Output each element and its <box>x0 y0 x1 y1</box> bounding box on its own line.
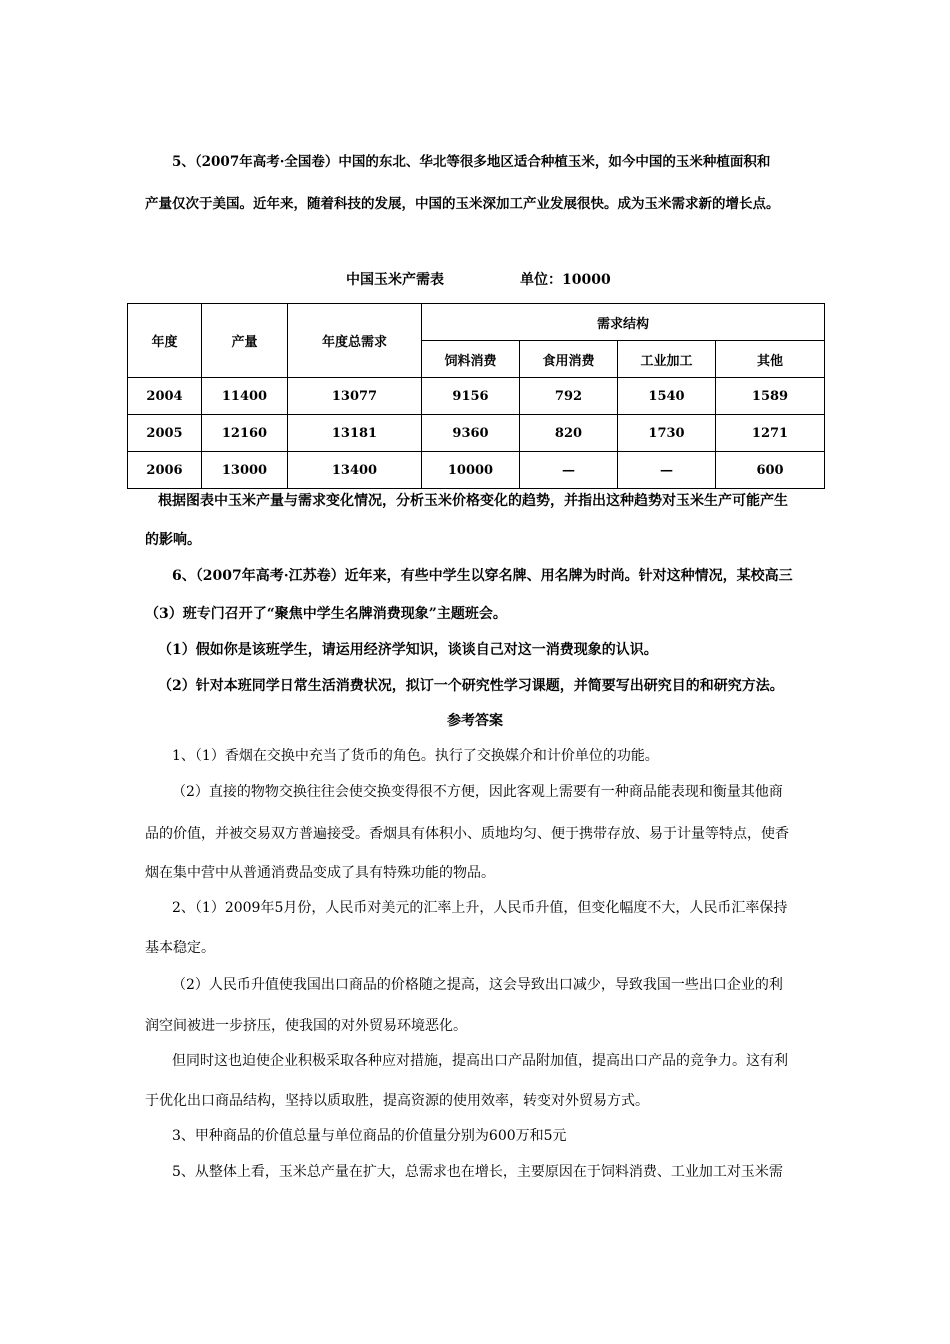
answer1-part2-line2: 品的价值，并被交易双方普遍接受。香烟具有体积小、质地均匀、便于携带存放、易于计量等特点，使香 <box>145 826 789 842</box>
cell-year: 2004 <box>128 378 202 415</box>
cell-feed: 9156 <box>422 378 520 415</box>
answer2-part3-line1: 但同时这也迫使企业积极采取各种应对措施，提高出口产品附加值，提高出口产品的竞争力。这有利 <box>172 1053 788 1069</box>
cell-food: 792 <box>520 378 618 415</box>
answer1-part2-line1: （2）直接的物物交换往往会使交换变得很不方便，因此客观上需要有一种商品能表现和衡量其他商 <box>172 784 783 800</box>
answer2-part1-line1: 2、（1）2009年5月份，人民币对美元的汇率上升，人民币升值，但变化幅度不大，人民币汇率保持 <box>172 900 788 916</box>
question5-ask-line2: 的影响。 <box>145 532 201 548</box>
cell-industrial: 1730 <box>618 415 716 452</box>
cell-industrial: 1540 <box>618 378 716 415</box>
cell-industrial: — <box>618 452 716 489</box>
cell-other: 1589 <box>716 378 825 415</box>
table-title: 中国玉米产需表 <box>346 272 444 288</box>
answer1-part2-line3: 烟在集中营中从普通消费品变成了具有特殊功能的物品。 <box>145 865 495 881</box>
cell-feed: 9360 <box>422 415 520 452</box>
question6-line2: （3）班专门召开了“聚焦中学生名牌消费现象”主题班会。 <box>145 606 507 622</box>
answer2-part2-line1: （2）人民币升值使我国出口商品的价格随之提高，这会导致出口减少，导致我国一些出口企业的利 <box>172 977 783 993</box>
table-row <box>128 415 825 452</box>
header-other: 其他 <box>716 341 825 378</box>
header-industrial: 工业加工 <box>618 341 716 378</box>
cell-other: 600 <box>716 452 825 489</box>
cell-total: 13400 <box>288 452 422 489</box>
header-total-demand: 年度总需求 <box>288 304 422 378</box>
answer2-part1-line2: 基本稳定。 <box>145 940 215 956</box>
cell-food: 820 <box>520 415 618 452</box>
answer3: 3、甲种商品的价值总量与单位商品的价值量分别为600万和5元 <box>172 1128 567 1144</box>
question5-ask-line1: 根据图表中玉米产量与需求变化情况，分析玉米价格变化的趋势，并指出这种趋势对玉米生产可能产生 <box>158 493 788 509</box>
answer5-line1: 5、从整体上看，玉米总产量在扩大，总需求也在增长，主要原因在于饲料消费、工业加工对玉米需 <box>172 1164 783 1180</box>
answer2-part3-line2: 于优化出口商品结构，坚持以质取胜，提高资源的使用效率，转变对外贸易方式。 <box>145 1093 649 1109</box>
question6-sub2: （2）针对本班同学日常生活消费状况，拟订一个研究性学习课题，并简要写出研究目的和研究方法。 <box>158 678 784 694</box>
question6-sub1: （1）假如你是该班学生，请运用经济学知识，谈谈自己对这一消费现象的认识。 <box>158 642 658 658</box>
table-row <box>128 378 825 415</box>
question6-line1: 6、（2007年高考·江苏卷）近年来，有些中学生以穿名牌、用名牌为时尚。针对这种情况，某校高三 <box>172 568 793 584</box>
cell-output: 13000 <box>202 452 288 489</box>
cell-feed: 10000 <box>422 452 520 489</box>
header-food: 食用消费 <box>520 341 618 378</box>
cell-total: 13077 <box>288 378 422 415</box>
cell-year: 2006 <box>128 452 202 489</box>
cell-year: 2005 <box>128 415 202 452</box>
cell-other: 1271 <box>716 415 825 452</box>
question5-line2: 产量仅次于美国。近年来，随着科技的发展，中国的玉米深加工产业发展很快。成为玉米需求新的增长点。 <box>145 196 780 212</box>
corn-supply-demand-table <box>127 303 825 489</box>
header-feed: 饲料消费 <box>422 341 520 378</box>
answer2-part2-line2: 润空间被进一步挤压，使我国的对外贸易环境恶化。 <box>145 1018 467 1034</box>
cell-food: — <box>520 452 618 489</box>
header-demand-structure: 需求结构 <box>422 304 825 341</box>
table-unit: 单位：10000 <box>520 272 611 288</box>
answers-title: 参考答案 <box>447 713 503 729</box>
question5-line1: 5、（2007年高考·全国卷）中国的东北、华北等很多地区适合种植玉米，如今中国的玉米种植面积和 <box>172 154 771 170</box>
table-row <box>128 452 825 489</box>
cell-output: 12160 <box>202 415 288 452</box>
cell-output: 11400 <box>202 378 288 415</box>
cell-total: 13181 <box>288 415 422 452</box>
header-output: 产量 <box>202 304 288 378</box>
header-year: 年度 <box>128 304 202 378</box>
answer1-part1: 1、（1）香烟在交换中充当了货币的角色。执行了交换媒介和计价单位的功能。 <box>172 748 659 764</box>
